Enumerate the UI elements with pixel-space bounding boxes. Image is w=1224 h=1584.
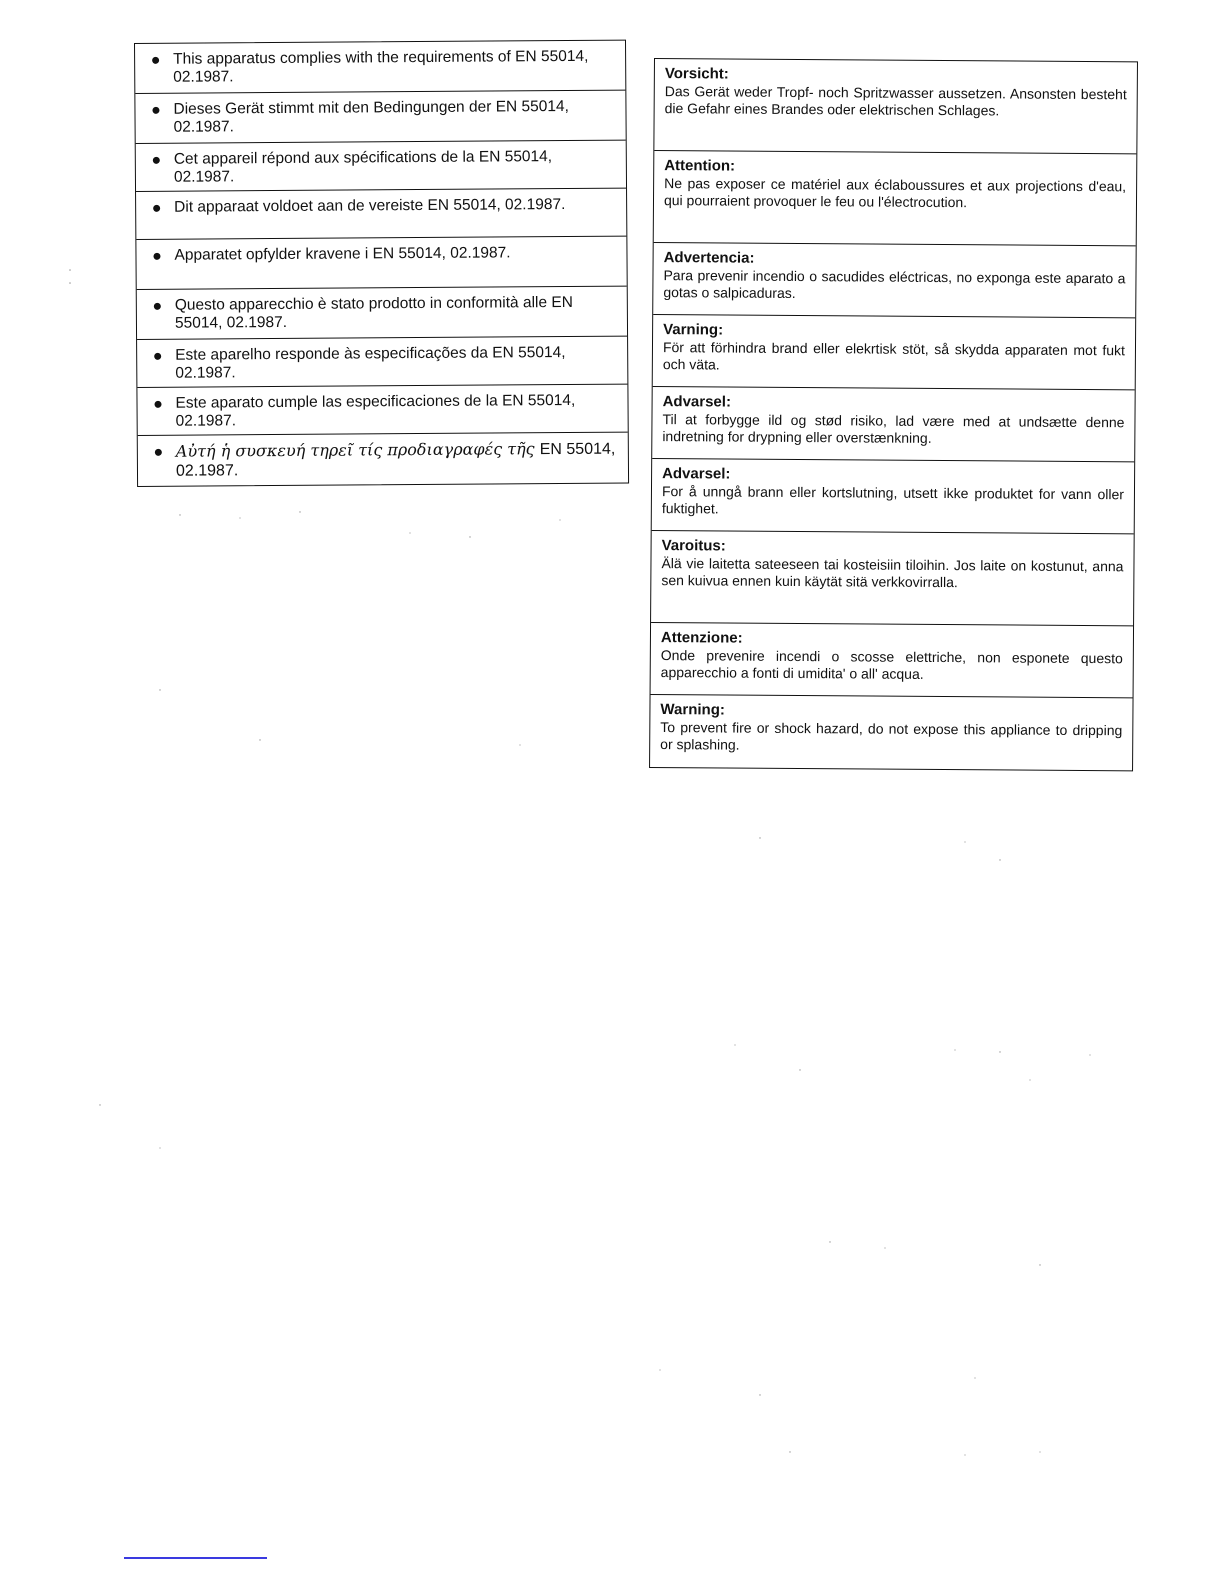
warning-title: Advarsel: [662, 465, 731, 483]
compliance-text: Cet appareil répond aux spécifications de la EN 55014, 02.1987. [173, 148, 553, 186]
footer-rule [124, 1557, 267, 1559]
warning-text: Onde prevenire incendi o scosse elettriche, non esponete questo apparecchio a fonti di umidita' o all' acqua. [660, 647, 1123, 682]
warning-text: För att förhindra brand eller elekrtisk stöt, så skydda apparaten mot fukt och väta. [662, 339, 1126, 373]
warning-text: Älä vie laitetta sateeseen tai kosteisiin tiloihin. Jos laite on kostunut, anna sen kuivua ennen kuin käytät sitä verkkovirralla. [661, 555, 1124, 591]
warning-title: Attention: [664, 157, 736, 175]
warning-title: Warning: [660, 701, 725, 719]
warning-text: Til at forbygge ild og stød risiko, lad være med at undsætte denne indretning for drypning eller overstænkning. [662, 411, 1125, 446]
compliance-text: This apparatus complies with the requirements of EN 55014, 02.1987. [173, 47, 589, 86]
warning-text: Para prevenir incendio o sacudides eléctricas, no exponga este aparato a gotas o salpicaduras. [663, 267, 1126, 301]
warning-title: Advarsel: [662, 393, 732, 411]
warning-text: Das Gerät weder Tropf- noch Spritzwasser aussetzen. Ansonsten besteht die Gefahr eines Brandes oder elektrischen Schlages. [664, 83, 1127, 119]
compliance-text: Este aparato cumple las especificaciones de la EN 55014, 02.1987. [175, 391, 576, 430]
compliance-text: Este aparelho responde às especificações da EN 55014, 02.1987. [175, 343, 566, 382]
compliance-text: Dit apparaat voldoet aan de vereiste EN 55014, 02.1987. [174, 195, 566, 216]
warning-text: For å unngå brann eller kortslutning, utsett ikke produktet for vann oller fuktighet. [661, 483, 1125, 517]
compliance-text: EN 55014, 02.1987. [175, 440, 616, 480]
warning-title: Attenzione: [660, 629, 743, 647]
warning-text: To prevent fire or shock hazard, do not expose this appliance to dripping or splashing. [660, 719, 1123, 753]
warning-text: Ne pas exposer ce matériel aux éclaboussures et aux projections d'eau, qui pourraient provoquer le feu ou l'électrocution. [663, 175, 1127, 211]
warning-title: Varning: [663, 321, 724, 339]
warning-title: Advertencia: [663, 249, 755, 267]
scan-specks [69, 269, 1090, 1455]
compliance-text: Dieses Gerät stimmt mit den Bedingungen der EN 55014, 02.1987. [173, 97, 569, 136]
compliance-text-greek: Αὐτή ἡ συσκευή τηρεῖ τίς προδιαγραφές τῆς [175, 439, 535, 461]
compliance-text: Questo apparecchio è stato prodotto in conformità alle EN 55014, 02.1987. [174, 293, 573, 332]
warning-title: Varoitus: [661, 537, 726, 555]
compliance-text: Apparatet opfylder kravene i EN 55014, 02.1987. [174, 244, 511, 264]
warning-title: Vorsicht: [664, 65, 729, 83]
